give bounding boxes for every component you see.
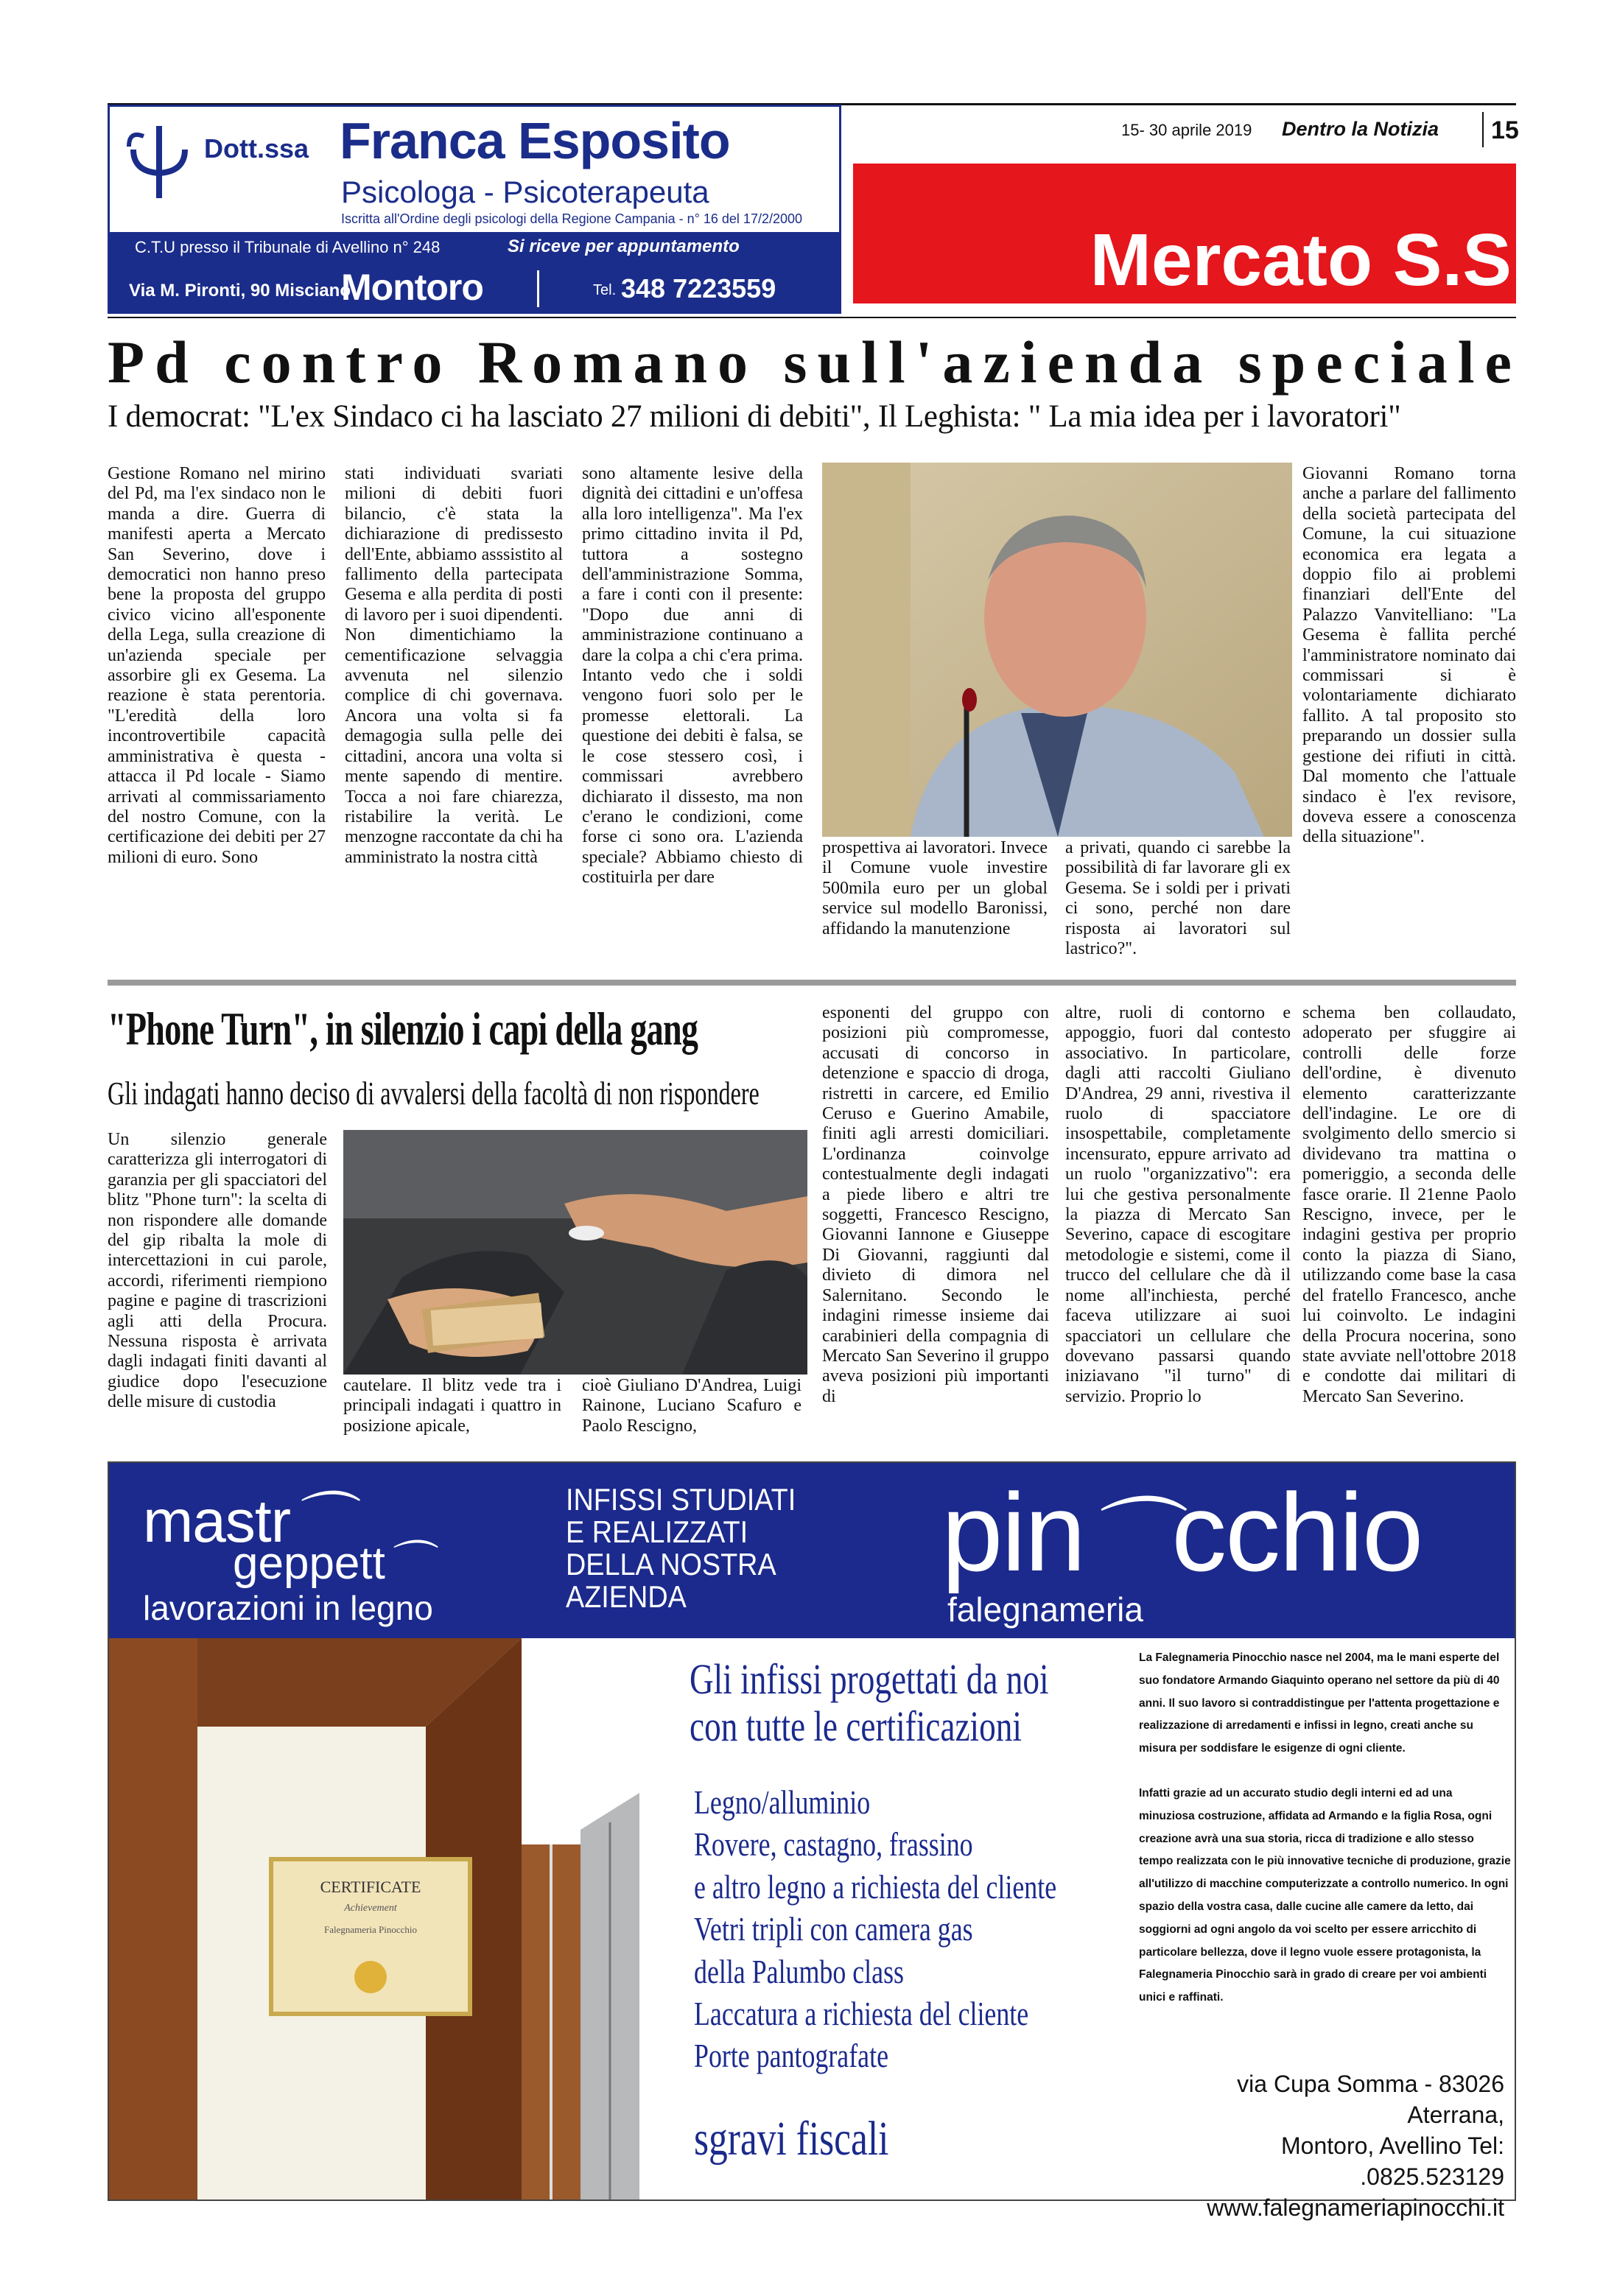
ad-headline-line: con tutte le certificazioni (690, 1702, 1022, 1750)
article-divider (108, 980, 1516, 986)
ad-description-para: La Falegnameria Pinocchio nasce nel 2004, ma le mani esperte del suo fondatore Armando Giaquinto operano nel settore da più di 40 anni. Il suo lavoro si contraddistingue per l'attenta progettazione e realizzazione di arredamenti e infissi in legno, creati anche su misura per soddisfare le esigenze di ogni cliente. (1139, 1651, 1500, 1755)
article1-column-3: sono altamente lesive della dignità dei cittadini e un'offesa alla loro intelligenza". Ma l'ex primo cittadino invita il Pd, tuttora a sostegno dell'amministrazione Somma, a fare i conti con il presente: "Dopo due anni di amministrazione continuano a dare la colpa a chi c'era prima. Intanto vedo che i soldi vengono fuori solo per le promesse elettorali. La questione dei debiti è falsa, se le cose stessero così, i commissari avrebbero dichiarato il dissesto, ma non c'erano le condizioni, come forse ci sono ora. L'azienda speciale? Abbiamo chiesto di costituirla per dare (582, 464, 803, 888)
ad-town: Montoro (341, 267, 483, 308)
ad-appointment: Si riceve per appuntamento (508, 236, 740, 256)
ad-brand-pinocchio-end: cchio (1171, 1470, 1423, 1594)
ad-tel-number: 348 7223559 (621, 273, 776, 303)
article2-column-1: Un silenzio generale caratterizza gli interrogatori di garanzia per gli spacciatori del blitz "Phone turn": la scelta di non rispondere alle domande del gip ribalta la mole di intercettazioni in cui parole, accordi, riferimenti riempiono pagine e pagine di trascrizioni agli atti della Procura. Nessuna risposta è arrivata dagli indagati finiti davanti al giudice dopo l'esecuzione delle misure di custodia (108, 1130, 327, 1412)
article2-column-6: schema ben collaudato, adoperato per sfuggire ai controlli delle forze dell'ordine, è divenuto elemento caratterizzante dell'indagine. Le ore di svolgimento dello smercio si dividevano tra mattina o pomeriggio, a seconda delle fasce orarie. Il 21enne Paolo Rescigno, invece, per le indagini gestiva per proprio conto la piazza di Siano, utilizzando come base la casa del fratello Francesco, anche lui coinvolto. Le indagini della Procura nocerina, sono state avviate nell'ottobre 2018 e condotte dai militari di Mercato San Severino. (1302, 1003, 1516, 1406)
publication-name: Dentro la Notizia (1282, 118, 1439, 140)
article2-column-5: altre, ruoli di contorno e appoggio, fuori dal contesto associativo. In particolare, dagli atti raccolti Giuliano D'Andrea, 29 anni, rivestiva il ruolo di spacciatore insospettabile, completamente incensurato, eppure arrivato ad un ruolo "organizzativo": era lui che gestiva personalmente la piazza di Mercato San Severino, capace di escogitare metodologie e sistemi, come il trucco del cellulare che dà il nome all'inchiesta, perché faceva utilizzare ai suoi spacciatori un cellulare che dovevano passarsi quando iniziavano "il turno" di servizio. Proprio lo (1065, 1003, 1291, 1406)
ad-address: Via M. Pironti, 90 Misciano (129, 281, 351, 301)
issue-date: 15- 30 aprile 2019 (1121, 121, 1252, 139)
article1-column-2: stati individuati svariati milioni di debiti fuori bilancio, c'è stata la dichiarazione di predissesto dell'Ente, abbiamo asssistito al fallimento della partecipata Gesema e alla perdita di posti di lavoro per i suoi dipendenti. Non dimentichiamo la cementificazione selvaggia avvenuta nel silenzio complice di chi governava. Ancora una volta si fa demagogia sulla pelle dei cittadini, ancora una volta si mente sapendo di mentire. Tocca a noi fare chiarezza, ristabilire la verità. Le menzogne raccontate da chi ha amministrato la nostra città (345, 464, 563, 867)
ad-tax-relief: sgravi fiscali (694, 2112, 889, 2166)
ad-headline (690, 1655, 1049, 1750)
psychologist-ad (108, 105, 841, 314)
wooden-window-photo (109, 1638, 690, 2200)
ad-headline-line: Gli infissi progettati da noi (690, 1655, 1049, 1703)
article1-column-1: Gestione Romano nel mirino del Pd, ma l'ex sindaco non le manda a dire. Guerra di manifesti aperta a Mercato San Severino, dove i democratici non hanno preso bene la proposta del gruppo civico vicino all'esponente della Lega, sulla creazione di un'azienda speciale per assorbire gli ex Gesema. La reazione è stata perentoria. "L'eredità della loro incontrovertibile capacità amministrativa è questa - attacca il Pd locale - Siamo arrivati al commissariamento del nostro Comune, con la certificazione dei debiti per 27 milioni di euro. Sono (108, 464, 326, 867)
article1-subtitle: I democrat: "L'ex Sindaco ci ha lasciato 27 milioni di debiti", Il Leghista: " La mia idea per i lavoratori" (108, 399, 1401, 434)
header-bottom-rule (108, 317, 1516, 318)
ad-description (1139, 1647, 1511, 2009)
ad-register: Iscritta all'Ordine degli psicologi della Regione Campania - n° 16 del 17/2/2000 (341, 211, 803, 226)
ad-tel-label: Tel. (593, 282, 617, 298)
ad-brand-geppetto (233, 1526, 431, 1592)
header-divider (1482, 112, 1484, 147)
ad-o-swirl-icon: ⌒ (385, 1539, 431, 1589)
ad-description-para: Infatti grazie ad un accurato studio degli interni ed ad una minuziosa costruzione, affidata ad Armando e la figlia Rosa, ogni creazione avrà una sua storia, ricca di tradizione e allo stesso tempo realizzata con le più innovative tecniche di produzione, grazie all'utilizzo di macchine computerizzate a controllo numerico. In ogni spazio della vostra casa, dalle cucine alle camere da letto, dai soggiorni ad ogni angolo da voi scelto per essere arricchito di particolare bellezza, dove il legno vuole essere protagonista, la Falegnameria Pinocchio sarà in grado di creare per voi ambienti unici e raffinati. (1139, 1786, 1511, 2004)
romano-speaking-photo (822, 463, 1292, 837)
ad-slogan (566, 1484, 844, 1613)
ad-slogan-line: DELLA NOSTRA (566, 1547, 776, 1581)
falegnameria-ad (108, 1461, 1516, 2221)
certificate-subtitle: Achievement (344, 1903, 397, 1914)
article2-subtitle: Gli indagati hanno deciso di avvalersi della facoltà di non rispondere (108, 1075, 760, 1112)
ad-feature: Legno/alluminio (694, 1783, 871, 1821)
ad-contact (1165, 2068, 1504, 2223)
ad-brand-pinocchio-start: pin (941, 1470, 1085, 1594)
article2-column-4: esponenti del gruppo con posizioni più compromesse, accusati di concorso in detenzione e spaccio di droga, ristretti in carcere, ed Emilio Ceruso e Guerino Amabile, finiti agli arresti domiciliari. L'ordinanza coinvolge contestualmente degli indagati a piede libero e altri tre soggetti, Francesco Rescigno, Giovanni Iannone e Giuseppe Di Giovanni, raggiunti dal divieto di dimora nel Salernitano. Secondo le indagini rimesse insieme dai carabinieri della compagnia di Mercato San Severino il gruppo aveva posizioni più importanti di (822, 1003, 1049, 1406)
ad-o-swirl-icon: ⌒ (290, 1488, 350, 1555)
ad-website: www.falegnameriapinocchi.it (1207, 2194, 1504, 2221)
page-number: 15 (1491, 116, 1519, 144)
article1-title: Pd contro Romano sull'azienda speciale (108, 329, 1522, 396)
money-exchange-photo (343, 1130, 807, 1375)
ad-feature: Vetri tripli con camera gas (694, 1910, 973, 1948)
psi-logo-icon (119, 120, 200, 201)
ad-address-line: Montoro, Avellino Tel: .0825.523129 (1281, 2132, 1504, 2190)
certificate-title: CERTIFICATE (320, 1878, 421, 1896)
ad-slogan-line: AZIENDA (566, 1579, 687, 1614)
article2-column-2: cautelare. Il blitz vede tra i principali indagati i quattro in posizione apicale, (343, 1376, 561, 1436)
ad-title-dott: Dott.ssa (204, 133, 309, 164)
ad-brand-mastro-text: mastr (143, 1488, 290, 1555)
ad-ctu: C.T.U presso il Tribunale di Avellino n° 248 (135, 238, 441, 256)
ad-feature: e altro legno a richiesta del cliente (694, 1867, 1057, 1906)
ad-feature: della Palumbo class (694, 1952, 904, 1990)
ad-feature: Laccatura a richiesta del cliente (694, 1995, 1029, 2033)
article2-title: "Phone Turn", in silenzio i capi della gang (108, 1003, 698, 1055)
article2-column-3: cioè Giuliano D'Andrea, Luigi Rainone, Luciano Scafuro e Paolo Rescigno, (582, 1376, 802, 1436)
ad-feature: Porte pantografate (694, 2037, 889, 2075)
ad-slogan-line: INFISSI STUDIATI (566, 1482, 796, 1517)
ad-address-line: via Cupa Somma - 83026 Aterrana, (1237, 2071, 1504, 2128)
ad-brand-pinocchio (941, 1469, 1422, 1596)
ad-feature-list (694, 1781, 1056, 2077)
ad-divider (537, 270, 539, 307)
ad-brand1-tagline: lavorazioni in legno (143, 1589, 433, 1627)
ad-name: Franca Esposito (340, 112, 730, 169)
section-title: Mercato S.S (1090, 219, 1512, 301)
section-banner (853, 164, 1516, 303)
article1-column-5: a privati, quando ci sarebbe la possibilità di far lavorare gli ex Gesema. Se i soldi per i privati ci sono, perché non dare risposta ai lavoratori sul lastrico?". (1065, 838, 1291, 959)
certificate-name: Falegnameria Pinocchio (324, 1924, 417, 1935)
ad-brand-geppetto-text: geppett (233, 1538, 385, 1589)
article1-column-4: prospettiva ai lavoratori. Invece il Comune vuole investire 500mila euro per un global service sul modello Baronissi, affidando la manutenzione (822, 838, 1048, 938)
ad-brand2-tagline: falegnameria (947, 1590, 1143, 1629)
ad-feature: Rovere, castagno, frassino (694, 1825, 973, 1864)
ad-slogan-line: E REALIZZATI (566, 1514, 748, 1549)
ad-o-swirl-icon: ⌒ (1084, 1492, 1172, 1590)
article1-column-6: Giovanni Romano torna anche a parlare del fallimento della società partecipata del Comune, la cui situazione economica era legata a doppio filo ai problemi finanziari dell'Ente del Palazzo Vanvitelliano: "La Gesema è fallita perché l'amministratore nominato dai commissari si è volontariamente dichiarato fallito. A tal proposito sto preparando un dossier sulla gestione dei rifiuti in città. Dal momento che l'attuale sindaco è l'ex revisore, doveva essere a conoscenza della situazione". (1302, 464, 1516, 847)
ad-profession: Psicologa - Psicoterapeuta (341, 175, 709, 209)
